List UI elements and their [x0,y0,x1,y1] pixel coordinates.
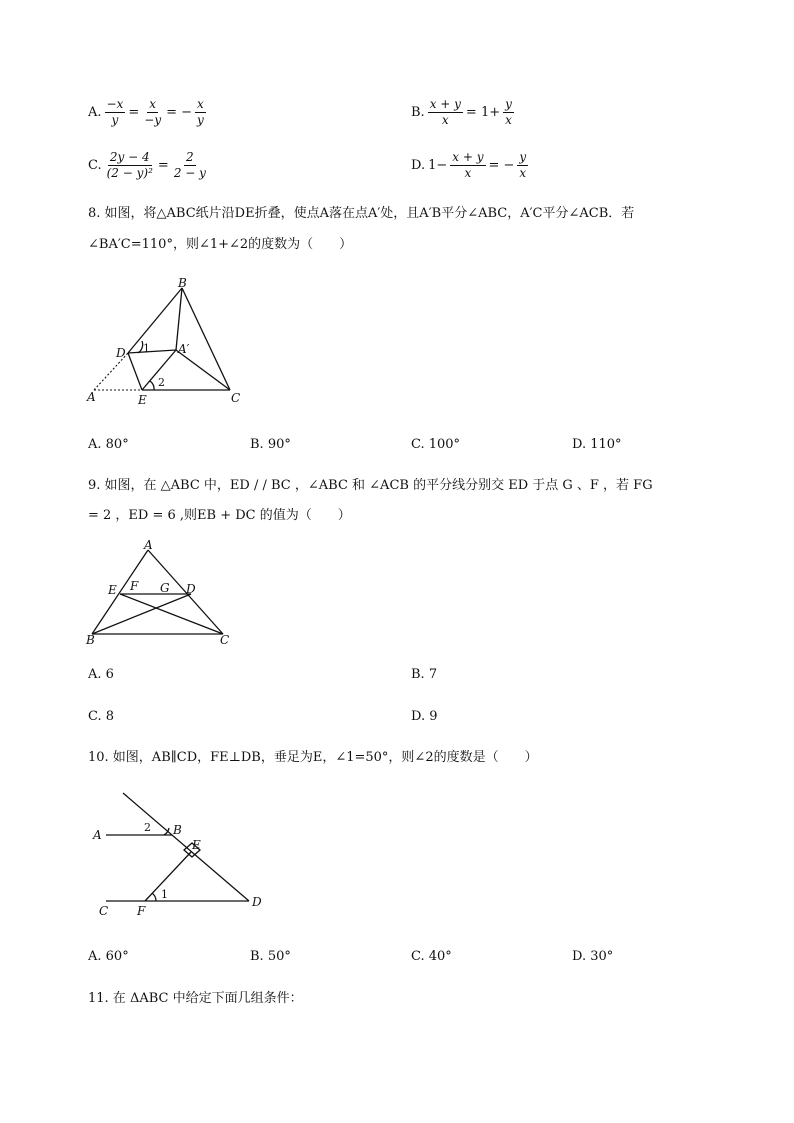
q10-option-c: C. 40° [411,949,452,964]
q7-option-a: A. $\frac{-x}{y}$ = $\frac{x}{-y}$ = − $\frac{x}{y}$ [88,97,204,127]
fraction: $\frac{y}{x}$ [505,97,512,127]
q8-figure [80,275,260,410]
label-b: B [178,276,187,290]
label-f: F [137,904,146,918]
label-d: D [186,582,196,596]
q10-figure [85,785,270,925]
label-b: B [86,633,95,647]
q9-option-a: A. 6 [88,667,114,682]
label-d: D [116,346,126,360]
q9-text-line2: = 2 ，ED = 6 ,则EB + DC 的值为（ ） [88,508,351,523]
q8-text-line1: 8. 如图，将△ABC纸片沿DE折叠，使点A落在点A′处，且A′B平分∠ABC，A′C平分∠ACB．若 [88,206,635,221]
q10-option-a: A. 60° [88,949,129,964]
fraction: $\frac{-x}{y}$ [106,97,124,127]
label-d: D [252,895,262,909]
fraction: $\frac{2y - 4}{\text{(2 − y)²}}$ [106,150,153,180]
angle-2-label: 2 [144,821,151,834]
q8-option-d: D. 110° [572,437,622,452]
q8-option-a: A. 80° [88,437,129,452]
label-g: G [160,581,170,595]
q10-option-d: D. 30° [572,949,614,964]
q8-option-b: B. 90° [250,437,291,452]
label-e: E [138,393,147,407]
label-a-prime: A′ [178,342,190,356]
angle-1-label: 1 [161,888,168,901]
q9-option-d: D. 9 [411,709,438,724]
fraction: $\frac{x + y}{x}$ [452,150,484,180]
fraction: $\frac{2}{2 - y}$ [173,150,206,180]
fraction: $\frac{x}{-y}$ [144,97,162,127]
label-f: F [130,579,139,593]
fraction: $\frac{x + y}{x}$ [429,97,461,127]
q10-option-b: B. 50° [250,949,291,964]
label-e: E [108,583,117,597]
q7-option-b: B. $\frac{x + y}{x}$ = 1+ $\frac{y}{x}$ [411,97,512,127]
label-c: C [99,904,109,918]
label-e: E [192,838,201,852]
label-a: A [93,828,102,842]
q7-option-c: C. $\frac{2y - 4}{\text{(2 − y)²}}$ = $\frac{2}{2 - y}$ [88,150,206,180]
q9-figure [80,538,250,648]
label-c: C [220,633,230,647]
fraction: $\frac{y}{x}$ [519,150,527,180]
q10-text-line1: 10. 如图，AB∥CD，FE⊥DB，垂足为E，∠1=50°，则∠2的度数是（ ） [88,750,538,765]
q11-text-line1: 11. 在 ΔABC 中给定下面几组条件： [88,991,303,1006]
q9-option-c: C. 8 [88,709,115,724]
label-c: C [231,391,241,405]
angle-1-label: 1 [143,342,150,355]
label-a: A [87,390,96,404]
q9-text-line1: 9. 如图，在 △ABC 中，ED / / BC ，∠ABC 和 ∠ACB 的平分线分别交 ED 于点 G 、F ，若 FG [88,478,653,493]
q8-text-line2: ∠BA′C=110°，则∠1+∠2的度数为（ ） [88,237,353,252]
angle-2-label: 2 [158,376,165,389]
label-a: A [144,538,153,552]
fraction: $\frac{x}{y}$ [197,97,204,127]
label-b: B [173,823,182,837]
q7-option-d: D. 1− $\frac{x + y}{x}$ = − $\frac{y}{x}$ [411,150,527,180]
q9-option-b: B. 7 [411,667,438,682]
q8-option-c: C. 100° [411,437,461,452]
